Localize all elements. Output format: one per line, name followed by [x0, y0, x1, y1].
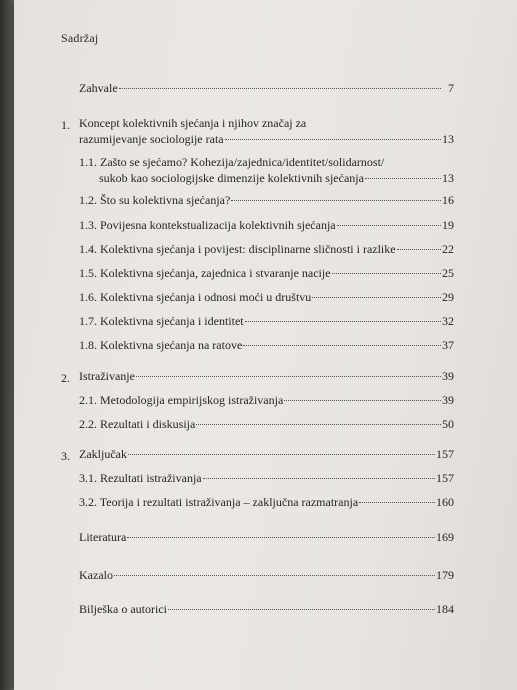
- toc-entry-s1-6: [79, 289, 454, 305]
- leader-dots: [231, 200, 441, 201]
- toc-page: 157: [436, 447, 454, 461]
- toc-entry-zahvale: [79, 80, 454, 96]
- book-binding: [0, 0, 14, 690]
- toc-page: 32: [442, 314, 454, 328]
- toc-entry-s1-2: [79, 192, 454, 208]
- leader-dots: [365, 178, 441, 179]
- toc-title: 1.7. Kolektivna sjećanja i identitet: [79, 314, 244, 328]
- leader-dots: [119, 88, 441, 89]
- leader-dots: [245, 321, 441, 322]
- toc-entry-biljeska: [79, 601, 454, 617]
- leader-dots: [168, 609, 435, 610]
- leader-dots: [337, 225, 441, 226]
- toc-title-line: sukob kao sociologijske dimenzije kolektivnih sjećanja: [99, 171, 364, 185]
- toc-page: 13: [442, 132, 454, 146]
- toc-entry-s1: [79, 115, 454, 147]
- toc-entry-s2-1: [79, 392, 454, 408]
- toc-page: 160: [436, 495, 454, 509]
- toc-page: 50: [442, 417, 454, 431]
- leader-dots: [196, 424, 441, 425]
- toc-entry-s1-7: [79, 313, 454, 329]
- toc-entry-s1-5: [79, 265, 454, 281]
- leader-dots: [203, 478, 435, 479]
- toc-page: 13: [442, 171, 454, 185]
- toc-title: Zahvale: [79, 81, 118, 95]
- toc-entry-s3-1: [79, 470, 454, 486]
- toc-title: 1.3. Povijesna kontekstualizacija kolektivnih sjećanja: [79, 218, 336, 232]
- section-number: 3.: [61, 449, 70, 463]
- toc-page: 19: [442, 218, 454, 232]
- toc-title: 1.5. Kolektivna sjećanja, zajednica i stvaranje nacije: [79, 266, 331, 280]
- leader-dots: [312, 297, 441, 298]
- leader-dots: [243, 345, 441, 346]
- book-page: [14, 0, 517, 690]
- toc-page: 184: [436, 602, 454, 616]
- toc-entry-s1-1: [79, 154, 454, 186]
- leader-dots: [225, 139, 441, 140]
- toc-entry-s2-2: [79, 416, 454, 432]
- leader-dots: [127, 537, 435, 538]
- toc-title: Literatura: [79, 530, 127, 544]
- section-number: 2.: [61, 371, 70, 385]
- toc-title: 2.2. Rezultati i diskusija: [79, 417, 196, 431]
- toc-title: 1.2. Što su kolektivna sjećanja?: [79, 193, 231, 207]
- toc-page: 7: [448, 81, 454, 95]
- toc-title: Bilješka o autorici: [79, 602, 167, 616]
- toc-page: 16: [442, 193, 454, 207]
- toc-page: 37: [442, 338, 454, 352]
- toc-entry-kazalo: [79, 567, 454, 583]
- toc-page: 39: [442, 393, 454, 407]
- toc-title: Zaključak: [79, 447, 127, 461]
- toc-title: 1.6. Kolektivna sjećanja i odnosi moći u društvu: [79, 290, 312, 304]
- toc-page: 39: [442, 369, 454, 383]
- toc-title: 1.8. Kolektivna sjećanja na ratove: [79, 338, 243, 352]
- toc-page: 179: [436, 568, 454, 582]
- leader-dots: [136, 376, 441, 377]
- toc-page: 169: [436, 530, 454, 544]
- leader-dots: [332, 273, 441, 274]
- toc-entry-s1-8: [79, 337, 454, 353]
- toc-entry-s1-3: [79, 217, 454, 233]
- toc-page: 22: [442, 242, 454, 256]
- leader-dots: [359, 502, 435, 503]
- section-number: 1.: [61, 118, 70, 132]
- page-heading: Sadržaj: [61, 31, 99, 45]
- toc-title-line: razumijevanje sociologije rata: [79, 132, 224, 146]
- toc-title: 2.1. Metodologija empirijskog istraživanja: [79, 393, 284, 407]
- toc-title: Istraživanje: [79, 369, 135, 383]
- leader-dots: [397, 249, 441, 250]
- toc-entry-s3-2: [79, 494, 454, 510]
- leader-dots: [284, 400, 441, 401]
- toc-entry-literatura: [79, 529, 454, 545]
- toc-title: Kazalo: [79, 568, 113, 582]
- toc-page: 25: [442, 266, 454, 280]
- leader-dots: [114, 575, 435, 576]
- toc-title: 3.2. Teorija i rezultati istraživanja – zaključna razmatranja: [79, 495, 359, 509]
- leader-dots: [128, 454, 435, 455]
- toc-page: 29: [442, 290, 454, 304]
- toc-title-line: 1.1. Zašto se sjećamo? Kohezija/zajednica/identitet/solidarnost/: [79, 155, 385, 169]
- toc-entry-s1-4: [79, 241, 454, 257]
- toc-title: 3.1. Rezultati istraživanja: [79, 471, 202, 485]
- toc-page: 157: [436, 471, 454, 485]
- toc-title-line: Koncept kolektivnih sjećanja i njihov značaj za: [79, 116, 307, 130]
- toc-entry-s2: [79, 368, 454, 384]
- toc-title: 1.4. Kolektivna sjećanja i povijest: disciplinarne sličnosti i razlike: [79, 242, 396, 256]
- toc-entry-s3: [79, 446, 454, 462]
